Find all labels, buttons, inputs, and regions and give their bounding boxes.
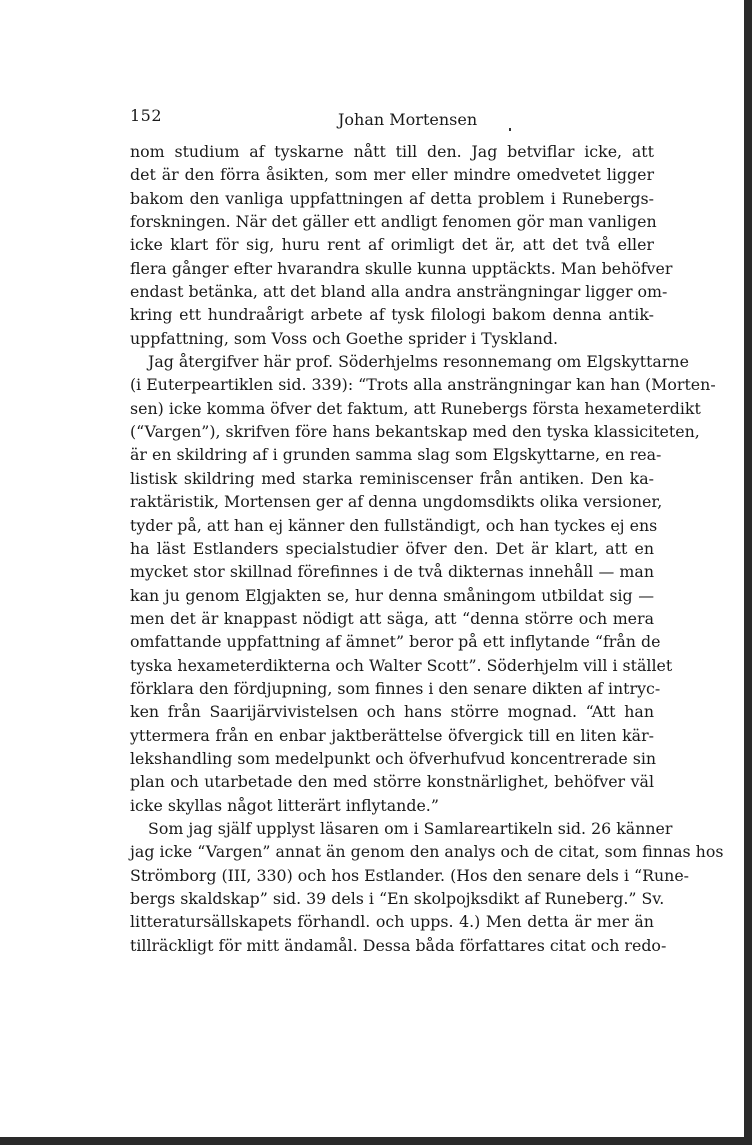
- text-line: icke klart för sig, huru rent af orimligt det är, att det två eller: [130, 235, 654, 255]
- text-line: yttermera från en enbar jaktberättelse öfvergick till en liten kär-: [130, 725, 654, 745]
- text-line: flera gånger efter hvarandra skulle kunna upptäckts. Man behöfver: [130, 258, 673, 278]
- text-line: nom studium af tyskarne nått till den. Jag betviflar icke, att: [130, 142, 654, 161]
- text-line: bakom den vanliga uppfattningen af detta problem i Runebergs-: [130, 188, 654, 208]
- text-line: endast betänka, att det bland alla andra ansträngningar ligger om-: [130, 282, 668, 302]
- text-line: litteratursällskapets förhandl. och upps. 4.) Men detta är mer än: [130, 912, 654, 932]
- text-line: icke skyllas något litterärt inflytande.”: [130, 795, 439, 815]
- text-line: tillräckligt för mitt ändamål. Dessa båda författares citat och redo-: [130, 935, 667, 955]
- text-line: plan och utarbetade den med större konstnärlighet, behöfver väl: [130, 772, 654, 792]
- text-line: tyder på, att han ej känner den fullständigt, och han tyckes ej ens: [130, 515, 658, 535]
- text-line: ha läst Estlanders specialstudier öfver den. Det är klart, att en: [130, 538, 654, 558]
- text-line: listisk skildring med starka reminiscenser från antiken. Den ka-: [130, 468, 654, 488]
- text-line: förklara den fördjupning, som finnes i den senare dikten af intryc-: [130, 678, 661, 698]
- text-line: bergs skaldskap” sid. 39 dels i “En skolpojksdikt af Runeberg.” Sv.: [130, 889, 665, 908]
- scan-border-bottom: [0, 1137, 752, 1145]
- text-line: sen) icke komma öfver det faktum, att Runebergs första hexameterdikt: [130, 398, 701, 418]
- text-line: Strömborg (III, 330) och hos Estlander. (Hos den senare dels i “Rune-: [130, 865, 690, 885]
- paragraph-start-line: Jag återgifver här prof. Söderhjelms resonnemang om Elgskyttarne: [148, 352, 689, 372]
- page-number: 152: [130, 106, 163, 125]
- text-line: uppfattning, som Voss och Goethe sprider i Tyskland.: [130, 328, 559, 348]
- text-line: jag icke “Vargen” annat än genom den analys och de citat, som finnas hos: [130, 842, 724, 862]
- paragraph-start-line: Som jag själf upplyst läsaren om i Samlareartikeln sid. 26 känner: [148, 818, 673, 838]
- text-line: men det är knappast nödigt att säga, att “denna större och mera: [130, 608, 654, 628]
- text-line: omfattande uppfattning af ämnet” beror på ett inflytande “från de: [130, 632, 661, 652]
- text-line: lekshandling som medelpunkt och öfverhufvud koncentrerade sin: [130, 748, 657, 768]
- text-line: raktäristik, Mortensen ger af denna ungdomsdikts olika versioner,: [130, 492, 663, 512]
- text-line: (i Euterpeartiklen sid. 339): “Trots alla ansträngningar kan han (Morten-: [130, 375, 716, 395]
- body-text: [130, 140, 724, 957]
- text-line: (“Vargen”), skrifven före hans bekantskap med den tyska klassiciteten,: [130, 422, 700, 442]
- text-line: ken från Saarijärvivistelsen och hans större mognad. “Att han: [130, 702, 654, 722]
- text-line: är en skildring af i grunden samma slag som Elgskyttarne, en rea-: [130, 445, 662, 465]
- scan-border-right: [744, 0, 752, 1145]
- text-line: tyska hexameterdikterna och Walter Scott”. Söderhjelm vill i stället: [130, 655, 673, 675]
- text-line: det är den förra åsikten, som mer eller mindre omedvetet ligger: [130, 165, 654, 185]
- text-line: kan ju genom Elgjakten se, hur denna småningom utbildat sig —: [130, 585, 654, 605]
- text-line: forskningen. När det gäller ett andligt fenomen gör man vanligen: [130, 212, 657, 232]
- scan-speck: [509, 128, 511, 131]
- text-line: mycket stor skillnad förefinnes i de två dikternas innehåll — man: [130, 562, 654, 582]
- running-title: Johan Mortensen: [338, 110, 478, 129]
- text-line: kring ett hundraårigt arbete af tysk filologi bakom denna antik-: [130, 305, 654, 325]
